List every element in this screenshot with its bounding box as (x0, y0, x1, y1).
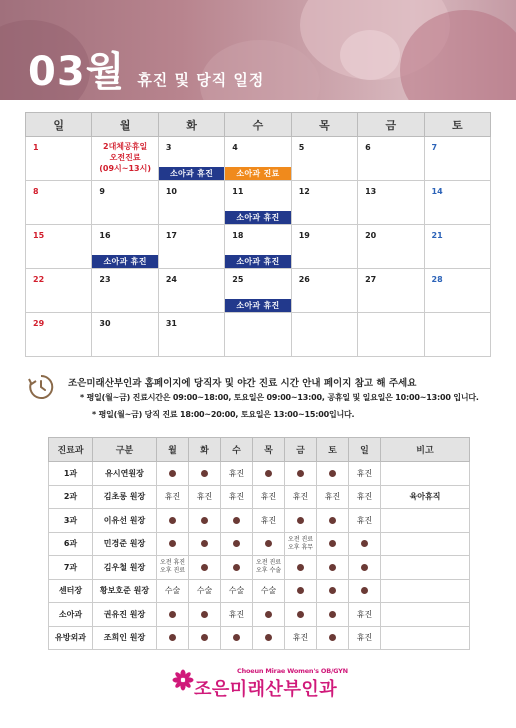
title-subtitle: 휴진 및 당직 일정 (137, 71, 265, 89)
clinic-open-dot-icon (265, 611, 272, 618)
calendar-week-row (26, 137, 491, 181)
schedule-day-cell (349, 556, 381, 580)
clinic-open-dot-icon (329, 564, 336, 571)
doctor-cell: 김초롱 원장 (93, 485, 157, 509)
day-number: 15 (33, 231, 45, 240)
department-cell: 3과 (49, 509, 93, 533)
day-number: 8 (33, 187, 39, 196)
clinic-open-dot-icon (329, 634, 336, 641)
clinic-status-bar: 소아과 휴진 (225, 255, 290, 268)
department-cell: 유방외과 (49, 626, 93, 650)
schedule-day-cell (285, 603, 317, 627)
calendar-day-cell (291, 225, 357, 269)
calendar-day-cell (358, 269, 424, 313)
weekday-header: 일 (26, 113, 92, 137)
schedule-day-cell (253, 603, 285, 627)
clinic-open-dot-icon (361, 564, 368, 571)
calendar-day-cell (92, 269, 158, 313)
calendar-day-cell (424, 181, 490, 225)
remark-cell (381, 532, 470, 556)
clinic-open-dot-icon (329, 611, 336, 618)
calendar-day-cell (424, 269, 490, 313)
schedule-day-cell (285, 556, 317, 580)
schedule-day-cell (253, 485, 285, 509)
clinic-open-dot-icon (361, 587, 368, 594)
day-number: 4 (232, 143, 238, 152)
blossom-decoration (340, 30, 400, 80)
schedule-day-cell (157, 462, 189, 486)
schedule-column-header: 화 (189, 438, 221, 462)
calendar-week-row (26, 313, 491, 357)
schedule-day-cell (317, 532, 349, 556)
schedule-day-cell (221, 626, 253, 650)
schedule-status-text: 휴진 (260, 515, 277, 525)
schedule-status-text: 휴진 (324, 492, 341, 502)
clinic-open-dot-icon (201, 611, 208, 618)
calendar-day-cell (225, 269, 291, 313)
clinic-open-dot-icon (297, 517, 304, 524)
schedule-header-row (49, 438, 470, 462)
schedule-day-cell (349, 626, 381, 650)
schedule-day-cell (317, 485, 349, 509)
calendar-day-cell (26, 269, 92, 313)
schedule-status-text: 수술 (228, 586, 245, 596)
weekday-header: 토 (424, 113, 490, 137)
clinic-open-dot-icon (169, 611, 176, 618)
day-number: 25 (232, 275, 244, 284)
header-banner (0, 0, 516, 100)
calendar-day-cell (92, 181, 158, 225)
doctor-cell: 유시연원장 (93, 462, 157, 486)
schedule-status-text: 휴진 (228, 609, 245, 619)
clinic-open-dot-icon (265, 540, 272, 547)
calendar-day-cell (158, 313, 224, 357)
clinic-open-dot-icon (233, 540, 240, 547)
day-number: 31 (165, 319, 177, 328)
clinic-open-dot-icon (297, 564, 304, 571)
weekday-header: 수 (225, 113, 291, 137)
calendar-day-cell (291, 313, 357, 357)
schedule-day-cell (189, 603, 221, 627)
calendar-day-cell (225, 181, 291, 225)
calendar-day-cell (291, 269, 357, 313)
schedule-day-cell (317, 556, 349, 580)
day-number: 1 (33, 143, 39, 152)
table-row (49, 579, 470, 603)
footer-english-name: Choeun Mirae Women's OB/GYN (237, 667, 348, 675)
clinic-open-dot-icon (233, 634, 240, 641)
schedule-day-cell (221, 485, 253, 509)
schedule-day-cell (157, 532, 189, 556)
department-cell: 1과 (49, 462, 93, 486)
department-cell: 7과 (49, 556, 93, 580)
schedule-day-cell (349, 462, 381, 486)
clinic-open-dot-icon (329, 517, 336, 524)
calendar-weekday-row (26, 113, 491, 137)
schedule-day-cell (317, 626, 349, 650)
calendar-day-cell (92, 313, 158, 357)
calendar-day-cell (26, 181, 92, 225)
schedule-status-text: 휴진 (356, 633, 373, 643)
department-cell: 6과 (49, 532, 93, 556)
schedule-day-cell (221, 579, 253, 603)
weekday-header: 월 (92, 113, 158, 137)
day-number: 20 (365, 231, 377, 240)
schedule-day-cell (221, 532, 253, 556)
clinic-open-dot-icon (297, 587, 304, 594)
clinic-open-dot-icon (201, 470, 208, 477)
clinic-open-dot-icon (329, 470, 336, 477)
doctor-schedule-table (48, 437, 470, 650)
schedule-column-header: 비고 (381, 438, 470, 462)
schedule-day-cell (189, 579, 221, 603)
day-number: 17 (165, 231, 177, 240)
day-number: 28 (431, 275, 443, 284)
schedule-day-cell (317, 509, 349, 533)
schedule-day-cell (349, 603, 381, 627)
day-number: 29 (33, 319, 45, 328)
month-label: 03월 (28, 49, 126, 95)
schedule-status-text: 오전 진료 오후 휴무 (287, 535, 314, 551)
department-cell: 소아과 (49, 603, 93, 627)
clinic-status-bar: 소아과 휴진 (92, 255, 157, 268)
calendar-day-cell (358, 313, 424, 357)
clinic-open-dot-icon (329, 587, 336, 594)
schedule-day-cell (253, 579, 285, 603)
schedule-day-cell (253, 556, 285, 580)
remark-cell (381, 509, 470, 533)
clinic-open-dot-icon (233, 517, 240, 524)
footer-clinic-name: 조은미래산부인과 (194, 679, 338, 700)
calendar-day-cell (424, 313, 490, 357)
day-number: 14 (431, 187, 443, 196)
schedule-status-text: 휴진 (164, 492, 181, 502)
schedule-status-text: 수술 (164, 586, 181, 596)
day-number: 19 (298, 231, 310, 240)
day-number: 18 (232, 231, 244, 240)
calendar-day-cell (225, 225, 291, 269)
calendar-day-cell (358, 225, 424, 269)
schedule-day-cell (285, 626, 317, 650)
clinic-open-dot-icon (329, 540, 336, 547)
schedule-day-cell (349, 532, 381, 556)
day-number: 23 (99, 275, 111, 284)
calendar-day-cell (92, 137, 158, 181)
calendar-day-cell (225, 313, 291, 357)
weekday-header: 금 (358, 113, 424, 137)
clinic-open-dot-icon (201, 517, 208, 524)
doctor-cell: 이유선 원장 (93, 509, 157, 533)
table-row (49, 509, 470, 533)
doctor-cell: 권유진 원장 (93, 603, 157, 627)
schedule-column-header: 구분 (93, 438, 157, 462)
schedule-status-text: 휴진 (228, 492, 245, 502)
calendar-day-cell (358, 181, 424, 225)
calendar-day-cell (158, 269, 224, 313)
calendar-day-cell (26, 225, 92, 269)
schedule-status-text: 수술 (260, 586, 277, 596)
schedule-day-cell (317, 462, 349, 486)
schedule-column-header: 목 (253, 438, 285, 462)
schedule-day-cell (349, 485, 381, 509)
clinic-status-bar: 소아과 휴진 (225, 299, 290, 312)
day-number: 13 (365, 187, 377, 196)
schedule-day-cell (285, 532, 317, 556)
remark-cell (381, 603, 470, 627)
schedule-day-cell (221, 556, 253, 580)
schedule-status-text: 오전 휴진 오후 진료 (159, 559, 186, 575)
calendar-week-row (26, 181, 491, 225)
doctor-cell: 김우철 원장 (93, 556, 157, 580)
remark-cell (381, 579, 470, 603)
day-number: 3 (165, 143, 172, 152)
schedule-day-cell (349, 509, 381, 533)
remark-cell: 육아휴직 (381, 485, 470, 509)
notice-duty-text: * 평일(월~금) 당직 진료 18:00~20:00, 토요일은 13:00~15:00입니다. (92, 410, 355, 419)
day-number: 7 (431, 143, 438, 152)
doctor-cell: 민경준 원장 (93, 532, 157, 556)
schedule-day-cell (157, 485, 189, 509)
day-number: 26 (298, 275, 310, 284)
clinic-open-dot-icon (233, 564, 240, 571)
table-row (49, 532, 470, 556)
day-number: 10 (165, 187, 177, 196)
notice-main-text: 조은미래산부인과 홈페이지에 당직자 및 야간 진료 시간 안내 페이지 참고 해 주세요 (68, 378, 417, 389)
weekday-header: 목 (291, 113, 357, 137)
schedule-status-text: 휴진 (292, 633, 309, 643)
clinic-status-bar: 소아과 진료 (225, 167, 290, 180)
schedule-column-header: 일 (349, 438, 381, 462)
day-number: 30 (99, 319, 111, 328)
schedule-day-cell (157, 603, 189, 627)
schedule-day-cell (189, 532, 221, 556)
clinic-status-bar: 소아과 휴진 (159, 167, 224, 180)
schedule-status-text: 휴진 (356, 609, 373, 619)
calendar-day-cell (225, 137, 291, 181)
weekday-header: 화 (158, 113, 224, 137)
calendar-day-cell (424, 137, 490, 181)
clinic-open-dot-icon (169, 634, 176, 641)
clinic-open-dot-icon (169, 517, 176, 524)
clinic-open-dot-icon (361, 540, 368, 547)
clinic-open-dot-icon (265, 470, 272, 477)
day-number: 22 (33, 275, 45, 284)
day-number: 21 (431, 231, 443, 240)
clinic-open-dot-icon (297, 470, 304, 477)
schedule-day-cell (253, 626, 285, 650)
calendar-day-cell (158, 225, 224, 269)
schedule-day-cell (285, 462, 317, 486)
clinic-open-dot-icon (297, 611, 304, 618)
schedule-status-text: 휴진 (292, 492, 309, 502)
schedule-status-text: 휴진 (356, 515, 373, 525)
table-row (49, 603, 470, 627)
schedule-day-cell (349, 579, 381, 603)
table-row (49, 626, 470, 650)
calendar-day-cell (291, 137, 357, 181)
schedule-day-cell (285, 485, 317, 509)
calendar-day-cell (158, 137, 224, 181)
schedule-day-cell (253, 462, 285, 486)
schedule-day-cell (189, 509, 221, 533)
doctor-cell: 황보호준 원장 (93, 579, 157, 603)
schedule-day-cell (157, 556, 189, 580)
calendar-table (25, 112, 491, 357)
doctor-cell: 조희인 원장 (93, 626, 157, 650)
holiday-note: 2대체공휴일 오전진료 (09시~13시) (99, 142, 151, 173)
clinic-status-bar: 소아과 휴진 (225, 211, 290, 224)
schedule-column-header: 월 (157, 438, 189, 462)
schedule-day-cell (189, 485, 221, 509)
table-row (49, 485, 470, 509)
schedule-column-header: 수 (221, 438, 253, 462)
schedule-status-text: 휴진 (228, 468, 245, 478)
schedule-status-text: 휴진 (356, 468, 373, 478)
clinic-open-dot-icon (201, 564, 208, 571)
schedule-status-text: 휴진 (196, 492, 213, 502)
schedule-status-text: 수술 (196, 586, 213, 596)
department-cell: 2과 (49, 485, 93, 509)
calendar-day-cell (26, 313, 92, 357)
flower-logo-icon (172, 669, 194, 691)
schedule-day-cell (157, 509, 189, 533)
calendar-week-row (26, 225, 491, 269)
table-row (49, 556, 470, 580)
schedule-day-cell (221, 603, 253, 627)
clinic-open-dot-icon (169, 540, 176, 547)
table-row (49, 462, 470, 486)
schedule-status-text: 오전 진료 오후 수술 (255, 559, 282, 575)
schedule-column-header: 진료과 (49, 438, 93, 462)
day-number: 9 (99, 187, 105, 196)
clinic-open-dot-icon (201, 634, 208, 641)
page-title (28, 40, 264, 97)
schedule-day-cell (253, 509, 285, 533)
remark-cell (381, 462, 470, 486)
schedule-column-header: 금 (285, 438, 317, 462)
clinic-open-dot-icon (169, 470, 176, 477)
schedule-status-text: 휴진 (356, 492, 373, 502)
day-number: 24 (165, 275, 177, 284)
clock-arrow-icon (28, 374, 54, 400)
schedule-day-cell (189, 626, 221, 650)
schedule-day-cell (189, 556, 221, 580)
schedule-day-cell (317, 603, 349, 627)
calendar-day-cell (158, 181, 224, 225)
calendar-day-cell (92, 225, 158, 269)
department-cell: 센터장 (49, 579, 93, 603)
calendar-day-cell (358, 137, 424, 181)
calendar-day-cell (424, 225, 490, 269)
schedule-day-cell (157, 579, 189, 603)
clinic-open-dot-icon (201, 540, 208, 547)
calendar-body (26, 137, 491, 357)
schedule-body (49, 462, 470, 650)
schedule-day-cell (157, 626, 189, 650)
schedule-column-header: 토 (317, 438, 349, 462)
notice-hours-text: * 평일(월~금) 진료시간은 09:00~18:00, 토요일은 09:00~13:00, 공휴일 및 일요일은 10:00~13:00 입니다. (80, 393, 479, 402)
schedule-day-cell (317, 579, 349, 603)
clinic-open-dot-icon (265, 634, 272, 641)
day-number: 12 (298, 187, 310, 196)
day-number: 11 (232, 187, 244, 196)
day-number: 5 (298, 143, 305, 152)
schedule-day-cell (221, 462, 253, 486)
calendar-day-cell (26, 137, 92, 181)
day-number: 27 (365, 275, 377, 284)
schedule-day-cell (253, 532, 285, 556)
day-number: 16 (99, 231, 111, 240)
day-number: 6 (365, 143, 371, 152)
schedule-day-cell (221, 509, 253, 533)
remark-cell (381, 556, 470, 580)
calendar-day-cell (291, 181, 357, 225)
schedule-day-cell (285, 509, 317, 533)
remark-cell (381, 626, 470, 650)
schedule-day-cell (189, 462, 221, 486)
schedule-status-text: 휴진 (260, 492, 277, 502)
schedule-day-cell (285, 579, 317, 603)
calendar-week-row (26, 269, 491, 313)
